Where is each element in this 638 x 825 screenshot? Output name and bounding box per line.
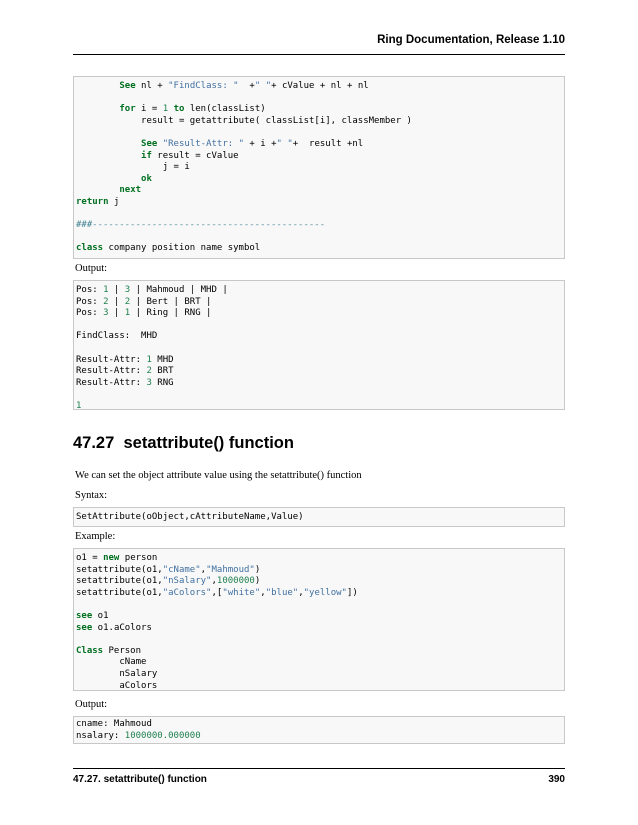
output-text: | xyxy=(108,285,125,295)
code-keyword: See xyxy=(119,81,136,91)
syntax-label: Syntax: xyxy=(75,490,108,501)
code-keyword: ok xyxy=(141,173,152,184)
code-text: ) xyxy=(254,564,261,575)
output-number: 3 xyxy=(146,377,152,388)
section-number: 47.27 xyxy=(73,434,115,452)
output-text: | xyxy=(108,308,125,319)
code-keyword: next xyxy=(119,185,142,196)
code-text: nSalary xyxy=(119,668,158,679)
code-text: len(classList) xyxy=(184,104,266,115)
output-line xyxy=(76,731,201,741)
code-text: aColors xyxy=(119,680,158,691)
code-line xyxy=(76,139,363,149)
code-block-setattribute-example xyxy=(73,548,565,691)
code-string: "cName" xyxy=(162,564,201,575)
section-title: setattribute() function xyxy=(123,434,294,452)
output-text: RNG xyxy=(151,377,174,388)
code-text: , xyxy=(298,587,304,598)
output-number: 2 xyxy=(103,296,109,307)
output-listing xyxy=(74,717,564,742)
output-text: | Mahmoud | MHD | xyxy=(130,285,228,295)
output-line xyxy=(76,366,174,376)
code-line xyxy=(76,174,152,184)
section-heading xyxy=(73,434,294,453)
code-line xyxy=(76,243,260,253)
code-text: o1 = xyxy=(76,553,104,563)
output-text: BRT xyxy=(151,366,174,377)
code-line xyxy=(76,197,119,207)
output-line: FindClass: MHD xyxy=(76,331,158,342)
code-line xyxy=(76,553,157,563)
intro-paragraph: We can set the object attribute value using the setattribute() function xyxy=(75,470,362,481)
output-listing xyxy=(74,281,564,413)
output-number: 1 xyxy=(124,308,131,319)
code-line xyxy=(76,116,412,126)
output-text: | xyxy=(108,296,125,307)
code-line xyxy=(76,104,266,114)
code-text: nl + xyxy=(135,81,169,91)
output-text: Result-Attr: xyxy=(76,354,147,365)
code-string: "Result-Attr: " xyxy=(162,138,244,149)
code-text: + i + xyxy=(244,138,277,149)
output-text: nsalary: xyxy=(76,730,125,741)
code-keyword: return xyxy=(76,196,109,207)
code-text: ) xyxy=(254,576,261,587)
code-line xyxy=(76,657,146,667)
code-keyword: see xyxy=(76,622,93,633)
code-string: " " xyxy=(276,138,293,149)
code-line xyxy=(76,576,260,586)
code-line xyxy=(76,81,369,91)
code-text: o1.aColors xyxy=(92,622,152,633)
code-text: + xyxy=(238,81,255,91)
output-text: Pos: xyxy=(76,285,104,295)
output-line xyxy=(76,297,211,307)
code-string: "aColors" xyxy=(162,587,212,598)
code-text: Person xyxy=(103,645,142,656)
code-text: j xyxy=(108,196,120,207)
code-keyword: Class xyxy=(76,645,104,656)
example-label: Example: xyxy=(75,531,116,542)
output-text: Result-Attr: xyxy=(76,366,147,377)
output-text: | Bert | BRT | xyxy=(130,296,212,307)
code-text: , xyxy=(200,564,207,575)
code-listing xyxy=(74,77,564,255)
code-number: 1000000 xyxy=(216,576,255,587)
code-text: ,[ xyxy=(211,587,223,598)
code-keyword: class xyxy=(76,243,104,254)
code-line xyxy=(76,162,190,172)
code-block-ring-findclass xyxy=(73,76,565,259)
code-string: "FindClass: " xyxy=(168,81,239,91)
syntax-code: SetAttribute(oObject,cAttributeName,Value) xyxy=(76,512,304,522)
code-string: "blue" xyxy=(265,587,299,598)
code-text: , xyxy=(260,587,266,598)
page-footer xyxy=(73,768,565,785)
code-comment: ###------------------------------------------- xyxy=(76,220,326,231)
code-line xyxy=(76,623,152,633)
output-line xyxy=(76,355,174,365)
code-text: o1 xyxy=(92,610,109,621)
code-text: + result +nl xyxy=(292,138,364,149)
code-text: setattribute(o1, xyxy=(76,564,163,575)
code-keyword: new xyxy=(103,553,120,563)
code-number: 1 xyxy=(162,104,169,115)
code-text: setattribute(o1, xyxy=(76,576,163,587)
output-number: 2 xyxy=(146,366,152,377)
code-keyword: if xyxy=(141,150,152,161)
code-keyword: See xyxy=(141,138,158,149)
output-number: 1 xyxy=(76,400,82,411)
page-header xyxy=(73,28,565,55)
document-title: Ring Documentation, Release 1.10 xyxy=(377,34,565,46)
code-line xyxy=(76,669,157,679)
code-text: company position name symbol xyxy=(103,243,261,254)
code-text: j = i xyxy=(162,162,190,173)
output-text: MHD xyxy=(151,354,174,365)
output-line xyxy=(76,308,211,318)
code-string: " " xyxy=(254,81,272,91)
code-text: person xyxy=(119,553,158,563)
output-number: 1 xyxy=(103,285,109,295)
code-keyword: to xyxy=(173,104,185,115)
code-text: + cValue + nl + nl xyxy=(271,81,369,91)
code-line xyxy=(76,611,109,621)
output-number: 1 xyxy=(146,354,152,365)
code-string: "white" xyxy=(222,587,261,598)
output-label: Output: xyxy=(75,263,108,274)
code-line xyxy=(76,151,239,161)
code-line xyxy=(76,185,141,195)
code-text: result = getattribute( classList[i], classMember ) xyxy=(141,115,412,126)
output-label: Output: xyxy=(75,699,108,710)
output-line xyxy=(76,378,174,388)
code-string: "Mahmoud" xyxy=(206,564,255,575)
output-line: cname: Mahmoud xyxy=(76,719,152,729)
output-text: Pos: xyxy=(76,296,104,307)
code-listing xyxy=(74,549,564,692)
code-line xyxy=(76,565,260,575)
syntax-block xyxy=(73,507,565,527)
output-number: 1000000.000000 xyxy=(124,730,201,741)
output-block-2 xyxy=(73,716,565,744)
code-text: cName xyxy=(119,657,147,668)
page-number: 390 xyxy=(548,774,565,785)
output-text: Result-Attr: xyxy=(76,377,147,388)
code-string: "nSalary" xyxy=(162,576,212,587)
code-line xyxy=(76,588,358,598)
code-keyword: see xyxy=(76,610,93,621)
code-keyword: for xyxy=(119,104,136,115)
output-line xyxy=(76,285,228,295)
output-text: Pos: xyxy=(76,308,104,319)
code-text: , xyxy=(211,576,217,587)
code-line xyxy=(76,681,157,691)
code-text: setattribute(o1, xyxy=(76,587,163,598)
output-number: 3 xyxy=(103,308,109,319)
output-text: | Ring | RNG | xyxy=(130,308,212,319)
footer-section-title: 47.27. setattribute() function xyxy=(73,774,207,785)
output-number: 3 xyxy=(124,285,131,295)
code-text: ]) xyxy=(346,587,358,598)
code-text: i = xyxy=(135,104,163,115)
output-block-1 xyxy=(73,280,565,410)
output-number: 2 xyxy=(124,296,131,307)
code-line xyxy=(76,646,141,656)
code-string: "yellow" xyxy=(303,587,347,598)
code-text: result = cValue xyxy=(151,150,239,161)
